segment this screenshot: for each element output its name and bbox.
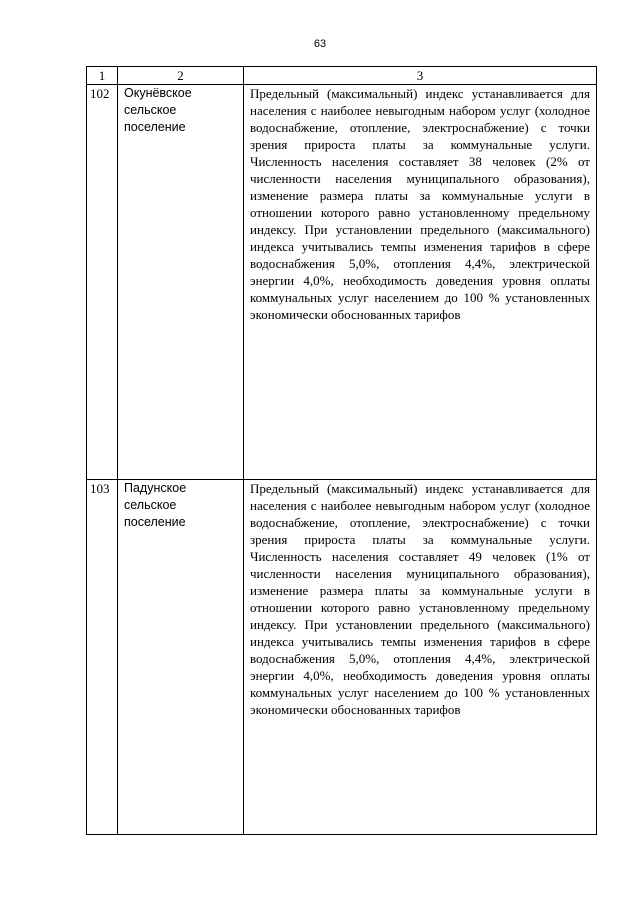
header-col-1: 1 [87,67,118,85]
description-text: Предельный (максимальный) индекс устанавливается для населения с наиболее невыгодным набором услуг (холодное водоснабжение, отопление, электроснабжение) с точки зрения прироста платы за коммунальные услуги. Численность населения составляет 49 человек (1% от численности населения муниципального образования), изменение размера платы за коммунальные услуги в отношении которого равно установленному предельному индексу. При установлении предельного (максимального) индекса учитывались темпы изменения тарифов в сфере водоснабжения 5,0%, отопления 4,4%, электрической энергии 4,0%, необходимость доведения уровня оплаты коммунальных услуг населением до 100 % установленных экономически обоснованных тарифов [244,480,597,835]
settlement-name-line: поселение [124,515,186,529]
settlement-name-line: Окунёвское [124,86,192,100]
settlement-name [118,480,244,835]
settlement-name-line: поселение [124,120,186,134]
header-col-3: 3 [244,67,597,85]
settlement-name [118,85,244,480]
page-number: 63 [313,38,327,50]
header-col-2: 2 [118,67,244,85]
table-row [87,480,597,835]
table-row [87,85,597,480]
settlement-name-line: Падунское [124,481,187,495]
description-text: Предельный (максимальный) индекс устанавливается для населения с наиболее невыгодным набором услуг (холодное водоснабжение, отопление, электроснабжение) с точки зрения прироста платы за коммунальные услуги. Численность населения составляет 38 человек (2% от численности населения муниципального образования), изменение размера платы за коммунальные услуги в отношении которого равно установленному предельному индексу. При установлении предельного (максимального) индекса учитывались темпы изменения тарифов в сфере водоснабжения 5,0%, отопления 4,4%, электрической энергии 4,0%, необходимость доведения уровня оплаты коммунальных услуг населением до 100 % установленных экономически обоснованных тарифов [244,85,597,480]
table-header-row [87,67,597,85]
settlement-name-line: сельское [124,103,177,117]
row-number: 102 [87,85,118,480]
data-table [86,66,597,835]
settlement-name-line: сельское [124,498,177,512]
row-number: 103 [87,480,118,835]
